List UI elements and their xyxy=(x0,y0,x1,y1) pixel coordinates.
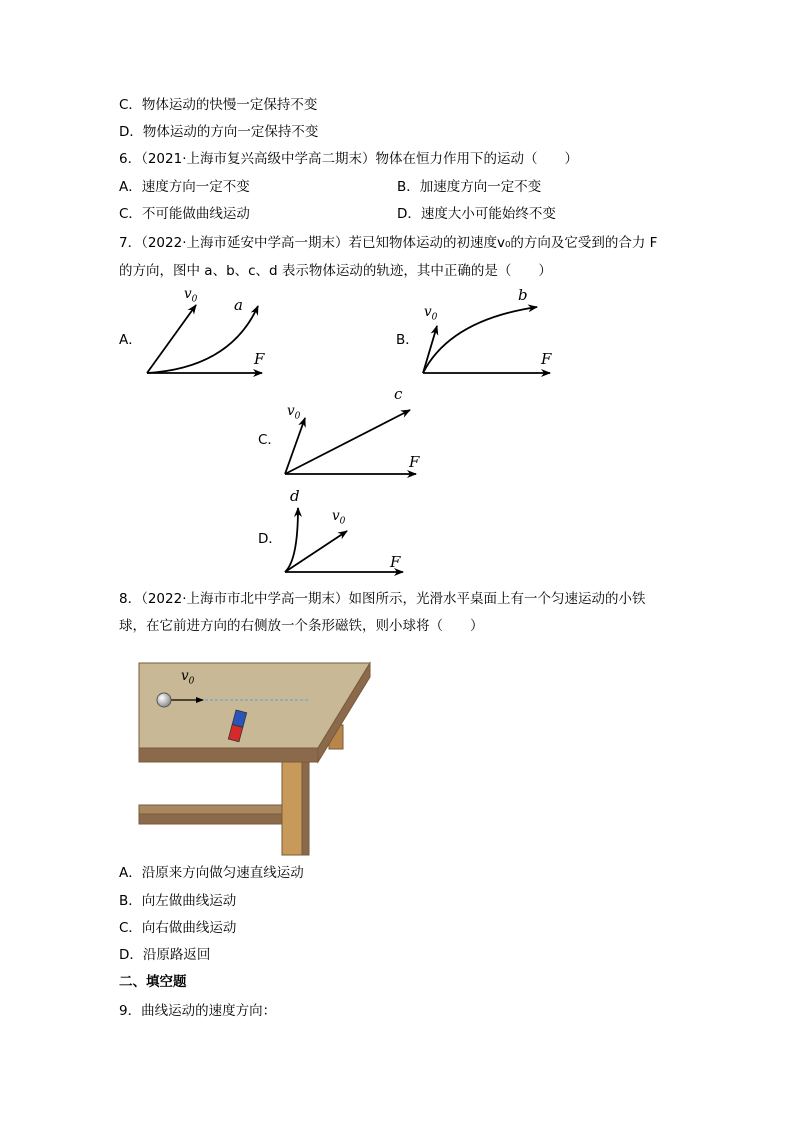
fig-c-trajectory-label: c xyxy=(394,385,403,403)
option-b-q6: B．加速度方向一定不变 xyxy=(397,179,542,195)
table-front-leg xyxy=(282,762,302,855)
fig-c-v0-label: $v_0$ xyxy=(287,403,301,422)
fig-b-trajectory-label: b xyxy=(518,286,528,304)
fig-a-v0-label: $v_0$ xyxy=(184,286,198,305)
question-7-line2: 的方向，图中 a、b、c、d 表示物体运动的轨迹，其中正确的是（ ） xyxy=(119,263,552,279)
fig-d-force-label: F xyxy=(390,553,401,571)
question-8-line1: 8．（2022·上海市市北中学高一期末）如图所示，光滑水平桌面上有一个匀速运动的小铁 xyxy=(119,591,646,607)
fig-c-option-label: C． xyxy=(258,432,281,448)
question-8-line2: 球，在它前进方向的右侧放一个条形磁铁，则小球将（ ） xyxy=(119,618,484,634)
fig-b-option-label: B． xyxy=(396,332,419,348)
fig-c-force-label: F xyxy=(409,453,420,471)
fig-b-v0-label: $v_0$ xyxy=(424,304,438,323)
option-c-q6: C．不可能做曲线运动 xyxy=(119,206,250,222)
table-crossbar xyxy=(139,805,282,814)
question-9: 9．曲线运动的速度方向： xyxy=(119,1003,277,1019)
option-d-q6: D．速度大小可能始终不变 xyxy=(397,206,556,222)
question-6: 6．（2021·上海市复兴高级中学高二期末）物体在恒力作用下的运动（ ） xyxy=(119,151,578,167)
option-c-q8: C．向右做曲线运动 xyxy=(119,920,237,936)
option-a-q8: A．沿原来方向做匀速直线运动 xyxy=(119,865,304,881)
option-d-q8: D．沿原路返回 xyxy=(119,947,211,963)
iron-ball xyxy=(157,693,171,707)
option-d-q5: D．物体运动的方向一定保持不变 xyxy=(119,124,319,140)
fig-d-option-label: D． xyxy=(258,531,282,547)
fig-a-trajectory-label: a xyxy=(234,296,243,314)
fig-a-option-label: A． xyxy=(119,332,142,348)
fig-b-force-label: F xyxy=(541,350,552,368)
fig-a-force-label: F xyxy=(254,350,265,368)
question-7-line1: 7．（2022·上海市延安中学高一期末）若已知物体运动的初速度v₀的方向及它受到的合力 F xyxy=(119,235,658,251)
fig-d-trajectory-label: d xyxy=(290,487,300,505)
option-c-q5: C．物体运动的快慢一定保持不变 xyxy=(119,97,318,113)
option-a-q6: A．速度方向一定不变 xyxy=(119,179,250,195)
section-heading: 二、填空题 xyxy=(119,974,187,990)
table-front-edge xyxy=(139,748,318,762)
ball-v0-label: $v_0$ xyxy=(181,668,195,687)
fig-d-v0-label: $v_0$ xyxy=(332,508,346,527)
option-b-q8: B．向左做曲线运动 xyxy=(119,893,237,909)
